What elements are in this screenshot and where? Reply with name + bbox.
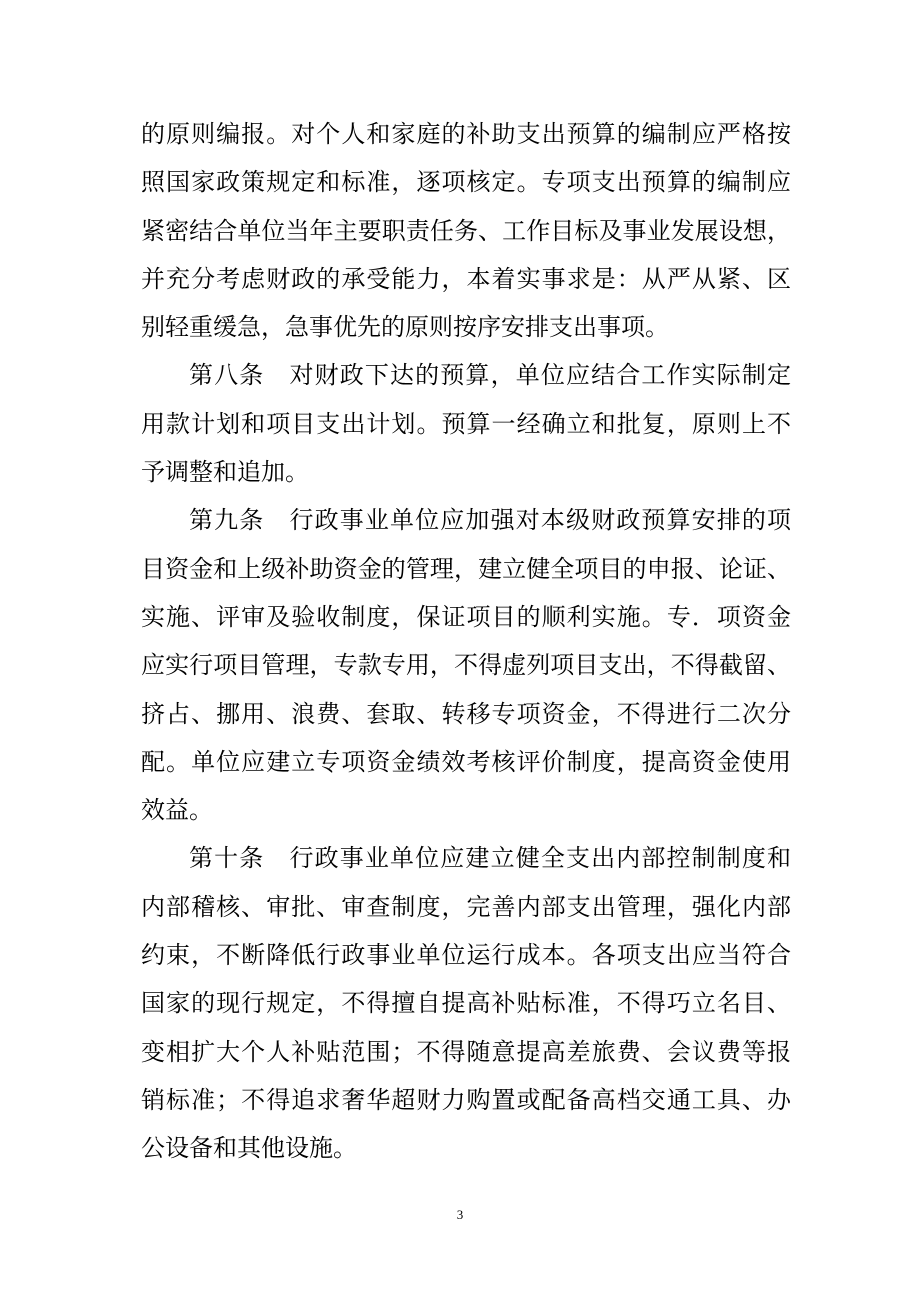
text-line: 第十条 行政事业单位应建立健全支出内部控制制度和 [189, 844, 791, 873]
text-line: 用款计划和项目支出计划。预算一经确立和批复，原则上不 [141, 409, 791, 438]
text-line: 内部稽核、审批、审查制度，完善内部支出管理，强化内部 [141, 892, 791, 921]
text-line: 效益。 [141, 796, 213, 825]
text-line: 配。单位应建立专项资金绩效考核评价制度，提高资金使用 [141, 747, 791, 776]
text-line: 第九条 行政事业单位应加强对本级财政预算安排的项 [189, 506, 791, 535]
paragraph-article-10 [141, 834, 791, 1172]
text-line: 国家的现行规定，不得擅自提高补贴标准，不得巧立名目、 [141, 989, 791, 1018]
text-line: 的原则编报。对个人和家庭的补助支出预算的编制应严格按 [141, 120, 791, 148]
text-line: 约束，不断降低行政事业单位运行成本。各项支出应当符合 [141, 941, 791, 970]
text-line: 销标准；不得追求奢华超财力购置或配备高档交通工具、办 [141, 1085, 791, 1114]
text-line: 别轻重缓急，急事优先的原则按序安排支出事项。 [141, 313, 669, 342]
page-number: 3 [456, 1207, 464, 1222]
text-line: 挤占、挪用、浪费、套取、转移专项资金，不得进行二次分 [141, 699, 791, 728]
text-line: 目资金和上级补助资金的管理，建立健全项目的申报、论证、 [141, 554, 791, 583]
paragraph-continuation [141, 110, 791, 351]
document-body [141, 110, 791, 1173]
text-line: 照国家政策规定和标准，逐项核定。专项支出预算的编制应 [141, 168, 791, 197]
text-line: 实施、评审及验收制度，保证项目的顺利实施。专．项资金 [141, 602, 791, 631]
text-line: 第八条 对财政下达的预算，单位应结合工作实际制定 [189, 361, 791, 390]
text-line: 紧密结合单位当年主要职责任务、工作目标及事业发展设想， [141, 216, 791, 245]
paragraph-article-8 [141, 351, 791, 496]
text-line: 予调整和追加。 [141, 458, 309, 487]
text-line: 应实行项目管理，专款专用，不得虚列项目支出，不得截留、 [141, 651, 791, 680]
text-line: 并充分考虑财政的承受能力，本着实事求是：从严从紧、区 [141, 264, 791, 293]
text-line: 公设备和其他设施。 [141, 1134, 357, 1163]
text-line: 变相扩大个人补贴范围；不得随意提高差旅费、会议费等报 [141, 1037, 791, 1066]
paragraph-article-9 [141, 496, 791, 834]
